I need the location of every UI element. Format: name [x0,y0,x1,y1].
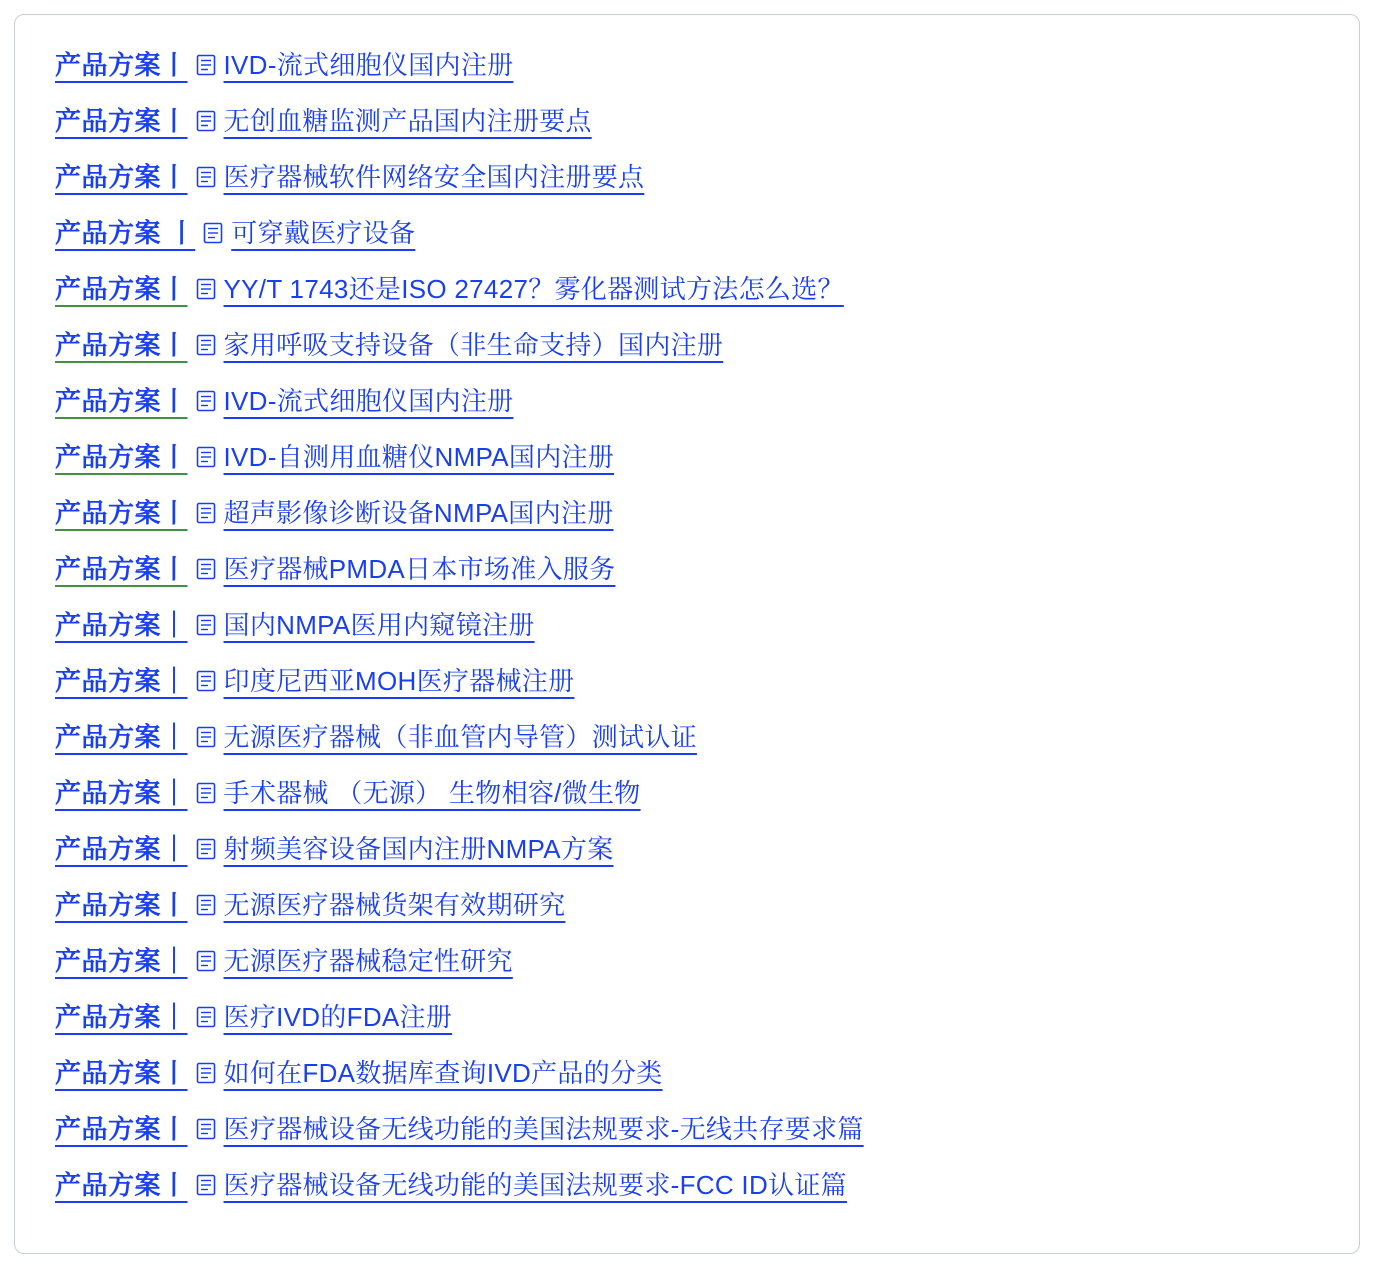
item-prefix[interactable]: 产品方案丨 [55,386,188,416]
document-icon [196,558,216,580]
product-plan-link-list [55,45,1319,1221]
item-title-link[interactable]: IVD-流式细胞仪国内注册 [223,50,514,80]
list-item[interactable] [55,381,1319,437]
document-icon [196,446,216,468]
item-title-link[interactable]: 医疗器械PMDA日本市场准入服务 [223,554,616,584]
list-item[interactable] [55,213,1319,269]
document-icon [196,614,216,636]
document-icon [196,110,216,132]
list-item[interactable] [55,661,1319,717]
item-title-link[interactable]: 如何在FDA数据库查询IVD产品的分类 [223,1058,663,1088]
list-item[interactable] [55,885,1319,941]
item-title-link[interactable]: 超声影像诊断设备NMPA国内注册 [223,498,614,528]
list-item[interactable] [55,1165,1319,1221]
item-title-link[interactable]: 手术器械 （无源） 生物相容/微生物 [223,778,641,808]
item-title-link[interactable]: 可穿戴医疗设备 [231,218,416,248]
item-prefix[interactable]: 产品方案｜ [55,946,188,976]
list-item[interactable] [55,437,1319,493]
list-item[interactable] [55,45,1319,101]
document-icon [196,278,216,300]
item-prefix[interactable]: 产品方案丨 [55,1170,188,1200]
link-list-panel [14,14,1360,1254]
item-prefix[interactable]: 产品方案｜ [55,778,188,808]
item-title-link[interactable]: 无源医疗器械稳定性研究 [223,946,513,976]
document-icon [196,166,216,188]
list-item[interactable] [55,157,1319,213]
item-prefix[interactable]: 产品方案丨 [55,1114,188,1144]
document-icon [196,502,216,524]
document-icon [196,1062,216,1084]
item-prefix[interactable]: 产品方案丨 [55,330,188,360]
item-prefix[interactable]: 产品方案｜ [55,666,188,696]
item-title-link[interactable]: 医疗器械软件网络安全国内注册要点 [223,162,645,192]
list-item[interactable] [55,549,1319,605]
list-item[interactable] [55,773,1319,829]
item-title-link[interactable]: 医疗器械设备无线功能的美国法规要求-FCC ID认证篇 [223,1170,847,1200]
document-icon [196,726,216,748]
list-item[interactable] [55,269,1319,325]
document-icon [196,670,216,692]
item-prefix[interactable]: 产品方案丨 [55,162,188,192]
item-prefix[interactable]: 产品方案 丨 [55,218,196,248]
document-icon [196,1118,216,1140]
document-icon [196,782,216,804]
item-title-link[interactable]: 无源医疗器械货架有效期研究 [223,890,566,920]
item-title-link[interactable]: IVD-流式细胞仪国内注册 [223,386,514,416]
list-item[interactable] [55,717,1319,773]
document-icon [196,54,216,76]
item-title-link[interactable]: 射频美容设备国内注册NMPA方案 [223,834,614,864]
item-title-link[interactable]: 家用呼吸支持设备（非生命支持）国内注册 [223,330,724,360]
item-prefix[interactable]: 产品方案｜ [55,722,188,752]
list-item[interactable] [55,941,1319,997]
list-item[interactable] [55,605,1319,661]
item-prefix[interactable]: 产品方案丨 [55,274,188,304]
document-icon [196,1174,216,1196]
list-item[interactable] [55,325,1319,381]
item-title-link[interactable]: 无创血糖监测产品国内注册要点 [223,106,592,136]
item-title-link[interactable]: 医疗IVD的FDA注册 [223,1002,453,1032]
document-icon [196,950,216,972]
list-item[interactable] [55,1109,1319,1165]
item-prefix[interactable]: 产品方案｜ [55,610,188,640]
item-prefix[interactable]: 产品方案丨 [55,498,188,528]
item-prefix[interactable]: 产品方案｜ [55,1002,188,1032]
document-icon [196,334,216,356]
item-prefix[interactable]: 产品方案丨 [55,1058,188,1088]
item-prefix[interactable]: 产品方案｜ [55,834,188,864]
item-prefix[interactable]: 产品方案丨 [55,106,188,136]
document-icon [196,1006,216,1028]
item-prefix[interactable]: 产品方案丨 [55,554,188,584]
document-icon [196,894,216,916]
list-item[interactable] [55,829,1319,885]
document-icon [196,390,216,412]
item-prefix[interactable]: 产品方案丨 [55,890,188,920]
document-icon [203,222,223,244]
list-item[interactable] [55,1053,1319,1109]
document-icon [196,838,216,860]
item-title-link[interactable]: 医疗器械设备无线功能的美国法规要求-无线共存要求篇 [223,1114,864,1144]
item-title-link[interactable]: 无源医疗器械（非血管内导管）测试认证 [223,722,697,752]
item-prefix[interactable]: 产品方案丨 [55,442,188,472]
item-title-link[interactable]: IVD-自测用血糖仪NMPA国内注册 [223,442,615,472]
list-item[interactable] [55,493,1319,549]
item-prefix[interactable]: 产品方案丨 [55,50,188,80]
item-title-link[interactable]: 印度尼西亚MOH医疗器械注册 [223,666,575,696]
list-item[interactable] [55,997,1319,1053]
list-item[interactable] [55,101,1319,157]
item-title-link[interactable]: 国内NMPA医用内窥镜注册 [223,610,535,640]
item-title-link[interactable]: YY/T 1743还是ISO 27427？雾化器测试方法怎么选？ [223,274,844,304]
